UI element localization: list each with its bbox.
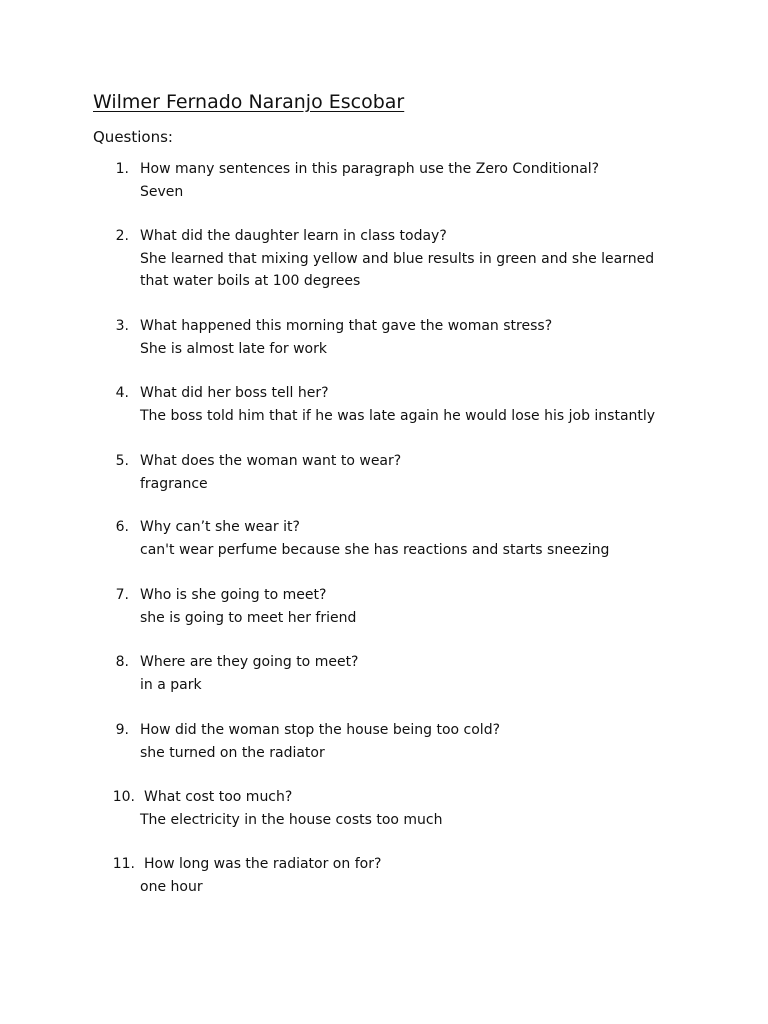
answer-text: she is going to meet her friend: [140, 609, 357, 626]
answer-text-line-2: that water boils at 100 degrees: [140, 273, 361, 289]
answer-text: She is almost late for work: [140, 340, 327, 357]
answer-text: in a park: [140, 676, 202, 693]
document-title: Wilmer Fernado Naranjo Escobar: [93, 91, 405, 113]
item-number: 11.: [112, 856, 135, 872]
question-text: Who is she going to meet?: [140, 587, 327, 603]
answer-text: The boss told him that if he was late again he would lose his job instantly: [140, 407, 656, 424]
question-text: How many sentences in this paragraph use the Zero Conditional?: [140, 161, 600, 177]
question-text: Where are they going to meet?: [140, 654, 359, 670]
item-number: 8.: [115, 654, 129, 670]
answer-text: She learned that mixing yellow and blue results in green and she learned: [140, 250, 655, 267]
question-text: How long was the radiator on for?: [144, 856, 382, 872]
item-number: 7.: [115, 587, 129, 603]
answer-text: she turned on the radiator: [140, 744, 325, 761]
question-text: What does the woman want to wear?: [140, 453, 402, 469]
question-text: How did the woman stop the house being too cold?: [140, 722, 501, 738]
item-number: 10.: [112, 789, 135, 805]
answer-text: one hour: [140, 878, 203, 895]
item-number: 3.: [115, 318, 129, 334]
answer-text: Seven: [140, 183, 184, 200]
item-number: 1.: [115, 161, 129, 177]
question-text: What did her boss tell her?: [140, 385, 329, 401]
questions-heading: Questions:: [93, 128, 173, 146]
question-text: What happened this morning that gave the woman stress?: [140, 318, 553, 334]
answer-text: fragrance: [140, 475, 208, 492]
item-number: 2.: [115, 228, 129, 244]
item-number: 9.: [115, 722, 129, 738]
question-text: What cost too much?: [144, 789, 293, 805]
item-number: 6.: [115, 519, 129, 535]
item-number: 4.: [115, 385, 129, 401]
item-number: 5.: [115, 453, 129, 469]
answer-text: The electricity in the house costs too much: [140, 811, 443, 828]
question-text: Why can’t she wear it?: [140, 519, 300, 535]
answer-text: can't wear perfume because she has reactions and starts sneezing: [140, 541, 610, 558]
question-text: What did the daughter learn in class today?: [140, 228, 447, 244]
